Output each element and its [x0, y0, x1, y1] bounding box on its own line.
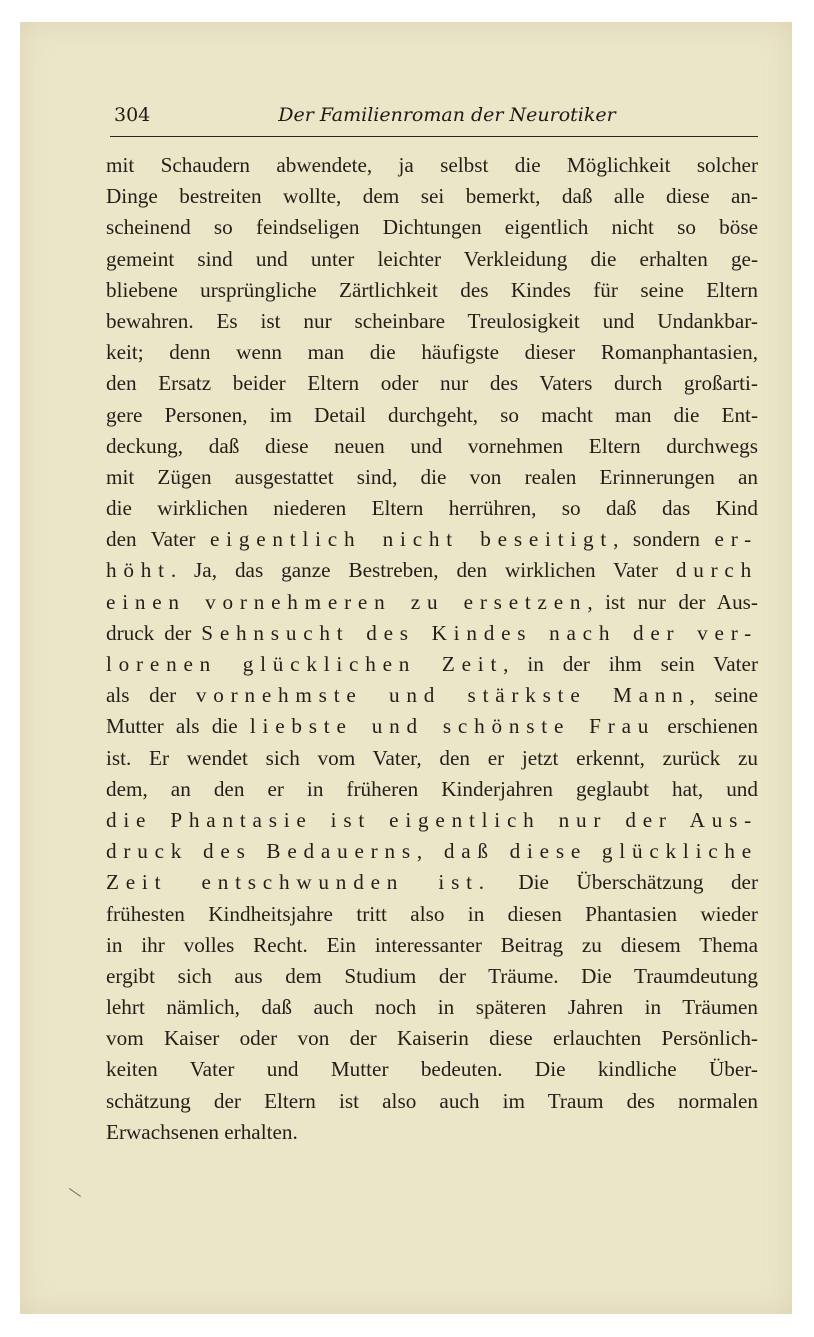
- spaced-emphasis: eigentlich nicht beseitigt: [209, 527, 614, 552]
- body-text: [106, 150, 758, 1148]
- text-line: [106, 524, 758, 555]
- text-segment: , seine: [689, 683, 758, 708]
- text-line: frühesten Kindheitsjahre tritt also in diesen Phantasien wieder: [106, 901, 758, 926]
- spaced-emphasis: liebste und schönste Frau: [249, 714, 656, 739]
- text-segment: Die Überschätzung der: [490, 870, 759, 895]
- spaced-emphasis: Zeit entschwunden ist.: [106, 870, 491, 895]
- text-line: keit; denn wenn man die häufigste dieser Romanphantasien,: [106, 340, 758, 365]
- text-segment: , in der ihm sein Vater: [503, 652, 758, 676]
- text-line: Dinge bestreiten wollte, dem sei bemerkt, daß alle diese an-: [106, 184, 758, 209]
- spaced-emphasis: durch: [675, 558, 758, 583]
- text-line: dem, an den er in früheren Kinderjahren geglaubt hat, und: [106, 776, 758, 801]
- spaced-emphasis: einen vornehmeren zu ersetzen: [106, 589, 588, 614]
- page-header: [114, 104, 756, 134]
- text-line: [106, 711, 758, 742]
- text-line: [106, 867, 758, 898]
- text-line: [106, 649, 758, 680]
- spaced-emphasis: höht: [106, 558, 171, 583]
- text-line: den Ersatz beider Eltern oder nur des Vaters durch großarti-: [106, 371, 758, 396]
- text-line: Erwachsenen erhalten.: [106, 1119, 298, 1144]
- text-line: vom Kaiser oder von der Kaiserin diese erlauchten Persönlich-: [106, 1026, 758, 1051]
- text-segment: , ist nur der Aus-: [587, 589, 758, 614]
- page-number: 304: [114, 104, 151, 126]
- text-line: gemeint sind und unter leichter Verkleidung die erhalten ge-: [106, 246, 758, 271]
- spaced-emphasis: er-: [714, 527, 758, 552]
- header-rule: [110, 136, 758, 137]
- text-line: scheinend so feindseligen Dichtungen eigentlich nicht so böse: [106, 215, 758, 240]
- text-line: lehrt nämlich, daß auch noch in späteren Jahren in Träumen: [106, 995, 758, 1020]
- text-segment: erschienen: [655, 714, 759, 739]
- spaced-emphasis: vornehmste und stärkste Mann: [195, 683, 690, 708]
- text-line: gere Personen, im Detail durchgeht, so macht man die Ent-: [106, 402, 758, 427]
- text-line: in ihr volles Recht. Ein interessanter Beitrag zu diesem Thema: [106, 932, 758, 957]
- text-line: ist. Er wendet sich vom Vater, den er jetzt erkennt, zurück zu: [106, 745, 758, 770]
- text-segment: Mutter als die: [106, 714, 250, 739]
- text-line: ergibt sich aus dem Studium der Träume. Die Traumdeutung: [106, 963, 758, 988]
- text-line: keiten Vater und Mutter bedeuten. Die kindliche Über-: [106, 1057, 758, 1082]
- spaced-emphasis: die Phantasie ist eigentlich nur der Aus-: [106, 807, 758, 832]
- text-line: [106, 587, 758, 618]
- text-line: deckung, daß diese neuen und vornehmen Eltern durchwegs: [106, 433, 758, 458]
- text-segment: druck der: [106, 620, 202, 645]
- text-segment: . Ja, das ganze Bestreben, den wirklichen Vater: [170, 558, 676, 583]
- text-line: bewahren. Es ist nur scheinbare Treulosigkeit und Undankbar-: [106, 308, 758, 333]
- text-line: mit Zügen ausgestattet sind, die von realen Erinnerungen an: [106, 464, 758, 489]
- spaced-emphasis: druck des Bedauerns, daß diese glückliche: [106, 839, 758, 864]
- text-line: mit Schaudern abwendete, ja selbst die Möglichkeit solcher: [106, 153, 758, 177]
- text-segment: als der: [106, 683, 196, 708]
- text-segment: , sondern: [613, 527, 715, 552]
- running-title: Der Familienroman der Neurotiker: [278, 104, 616, 126]
- text-line: die wirklichen niederen Eltern herrühren, so daß das Kind: [106, 496, 758, 521]
- text-segment: den Vater: [106, 527, 210, 552]
- spaced-emphasis: lorenen glücklichen Zeit: [106, 652, 504, 676]
- text-line: bliebene ursprüngliche Zärtlichkeit des Kindes für seine Eltern: [106, 277, 758, 302]
- text-line: schätzung der Eltern ist also auch im Traum des normalen: [106, 1088, 758, 1113]
- text-line: [106, 680, 758, 711]
- spaced-emphasis: Sehnsucht des Kindes nach der ver-: [201, 620, 758, 645]
- text-line: [106, 555, 758, 586]
- text-line: [106, 618, 758, 649]
